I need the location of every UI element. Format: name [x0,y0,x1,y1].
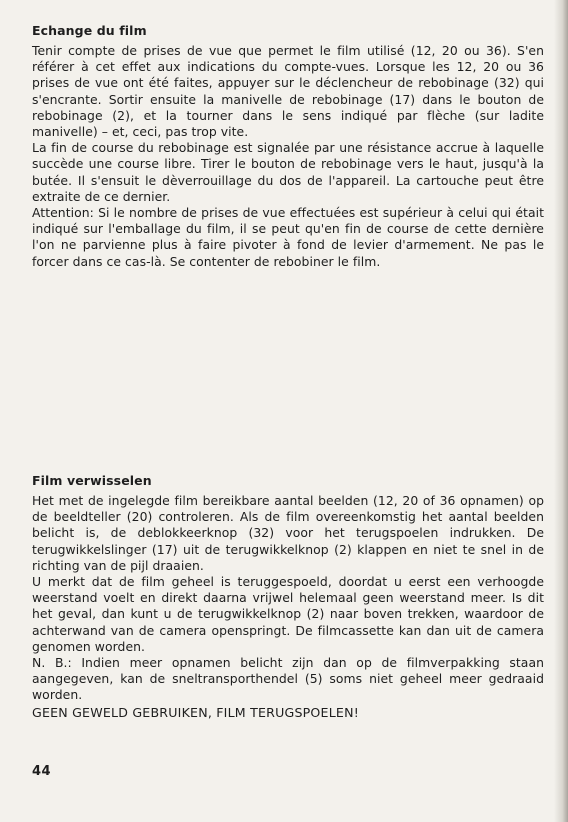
french-paragraph-2: La fin de course du rebobinage est signalée par une résistance accrue à laquelle succède une course libre. Tirer le bouton de rebobinage vers le haut, jusqu'à la butée. Il s'ensuit le dèverrouillage du dos de l'appareil. La cartouche peut être extraite de ce dernier. [32,140,544,204]
dutch-warning: GEEN GEWELD GEBRUIKEN, FILM TERUGSPOELEN! [32,704,359,720]
page-number: 44 [32,764,52,779]
french-paragraph-3: Attention: Si le nombre de prises de vue effectuées est supérieur à celui qui était indiqué sur l'emballage du film, il se peut qu'en fin de course de cette dernière l'on ne parvienne plus à faire pivoter à fond de levier d'armement. Ne pas le forcer dans ce cas-là. Se contenter de rebobiner le film. [32,205,544,269]
dutch-heading: Film verwisselen [32,473,152,488]
page-edge-shadow [554,0,568,822]
dutch-paragraph-3: N. B.: Indien meer opnamen belicht zijn dan op de filmverpakking staan aangegeven, kan de sneltransporthendel (5) soms niet geheel meer gedraaid worden. [32,655,544,703]
french-paragraph-1: Tenir compte de prises de vue que permet le film utilisé (12, 20 ou 36). S'en référer à cet effet aux indications du compte-vues. Lorsque les 12, 20 ou 36 prises de vue ont été faites, appuyer sur le déclencheur de rebobinage (32) qui s'encrante. Sortir ensuite la manivelle de rebobinage (17) dans le bouton de rebobinage (2), et la tourner dans le sens indiqué par flèche (sur ladite manivelle) – et, ceci, pas trop vite. [32,43,544,140]
dutch-section [32,472,544,721]
french-section [32,22,544,270]
french-heading: Echange du film [32,23,147,38]
dutch-paragraph-1: Het met de ingelegde film bereikbare aantal beelden (12, 20 of 36 opnamen) op de beeldteller (20) controleren. Als de film overeenkomstig het aantal beelden belicht is, de deblokkeerknop (32) voor het terugspoelen indrukken. De terugwikkelslinger (17) uit de terugwikkelknop (2) klappen en niet te snel in de richting van de pijl draaien. [32,493,544,573]
dutch-paragraph-2: U merkt dat de film geheel is teruggespoeld, doordat u eerst een verhoogde weerstand voelt en direkt daarna vrijwel helemaal geen weerstand meer. Is dit het geval, dan kunt u de terugwikkelknop (2) naar boven trekken, waardoor de achterwand van de camera openspringt. De filmcassette kan dan uit de camera genomen worden. [32,574,544,654]
